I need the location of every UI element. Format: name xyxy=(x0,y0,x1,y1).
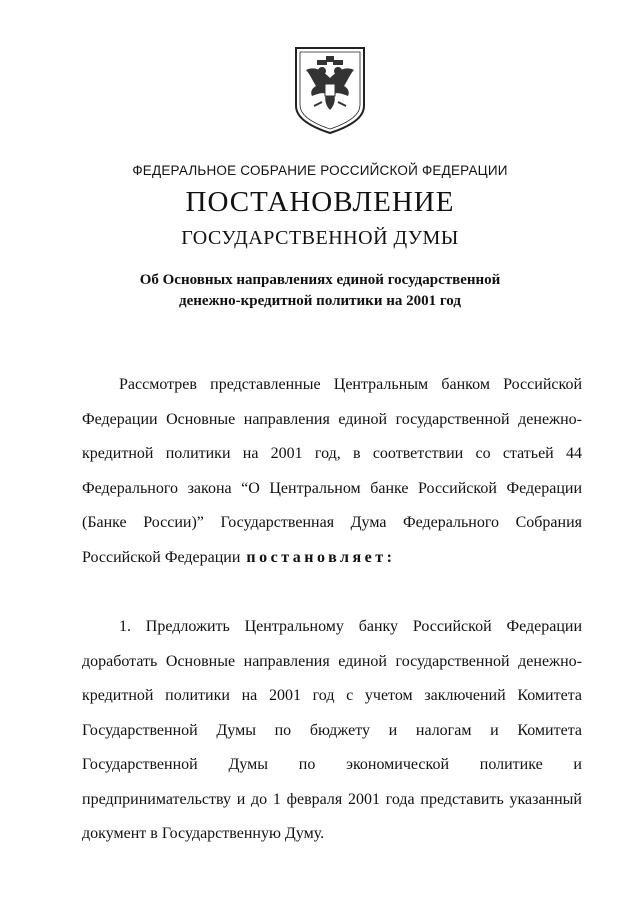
text-line: Государственной Думы по бюджету и налогам и Комитета xyxy=(82,721,582,739)
coat-of-arms-emblem xyxy=(292,44,368,136)
text-line xyxy=(82,541,582,576)
issuing-body: ГОСУДАРСТВЕННОЙ ДУМЫ xyxy=(181,227,459,249)
text-line: предпринимательству и до 1 февраля 2001 года представить указанный xyxy=(82,790,582,808)
text-line: (Банке России)” Государственная Дума Федерального Собрания xyxy=(82,514,582,531)
text-line: Рассмотрев представленные Центральным банком Российской xyxy=(119,376,582,393)
subject-line: денежно-кредитной политики на 2001 год xyxy=(179,293,461,309)
text-line: кредитной политики на 2001 год, в соответствии со статьей 44 xyxy=(82,445,582,462)
preamble-paragraph xyxy=(82,368,582,575)
text-line: 1. Предложить Центральному банку Российской Федерации xyxy=(119,618,582,635)
text-line: доработать Основные направления единой государственной денежно- xyxy=(82,652,582,670)
text-line: Федерации Основные направления единой государственной денежно- xyxy=(82,410,582,428)
text-line: Федерального закона “О Центральном банке Российской Федерации xyxy=(82,479,582,497)
text-line: кредитной политики на 2001 год с учетом заключений Комитета xyxy=(82,687,582,704)
text-line: Государственной Думы по экономической политике и xyxy=(82,756,582,773)
document-type-title: ПОСТАНОВЛЕНИЕ xyxy=(185,186,455,218)
text-line: документ в Государственную Думу. xyxy=(82,825,325,842)
clause-1-paragraph xyxy=(82,610,582,852)
parliament-name: ФЕДЕРАЛЬНОЕ СОБРАНИЕ РОССИЙСКОЙ ФЕДЕРАЦИИ xyxy=(132,163,508,178)
document-subject xyxy=(0,270,640,312)
resolves-word: постановляет: xyxy=(246,548,396,566)
text-line-prefix: Российской Федерации xyxy=(82,548,241,566)
subject-line: Об Основных направлениях единой государственной xyxy=(139,272,501,288)
